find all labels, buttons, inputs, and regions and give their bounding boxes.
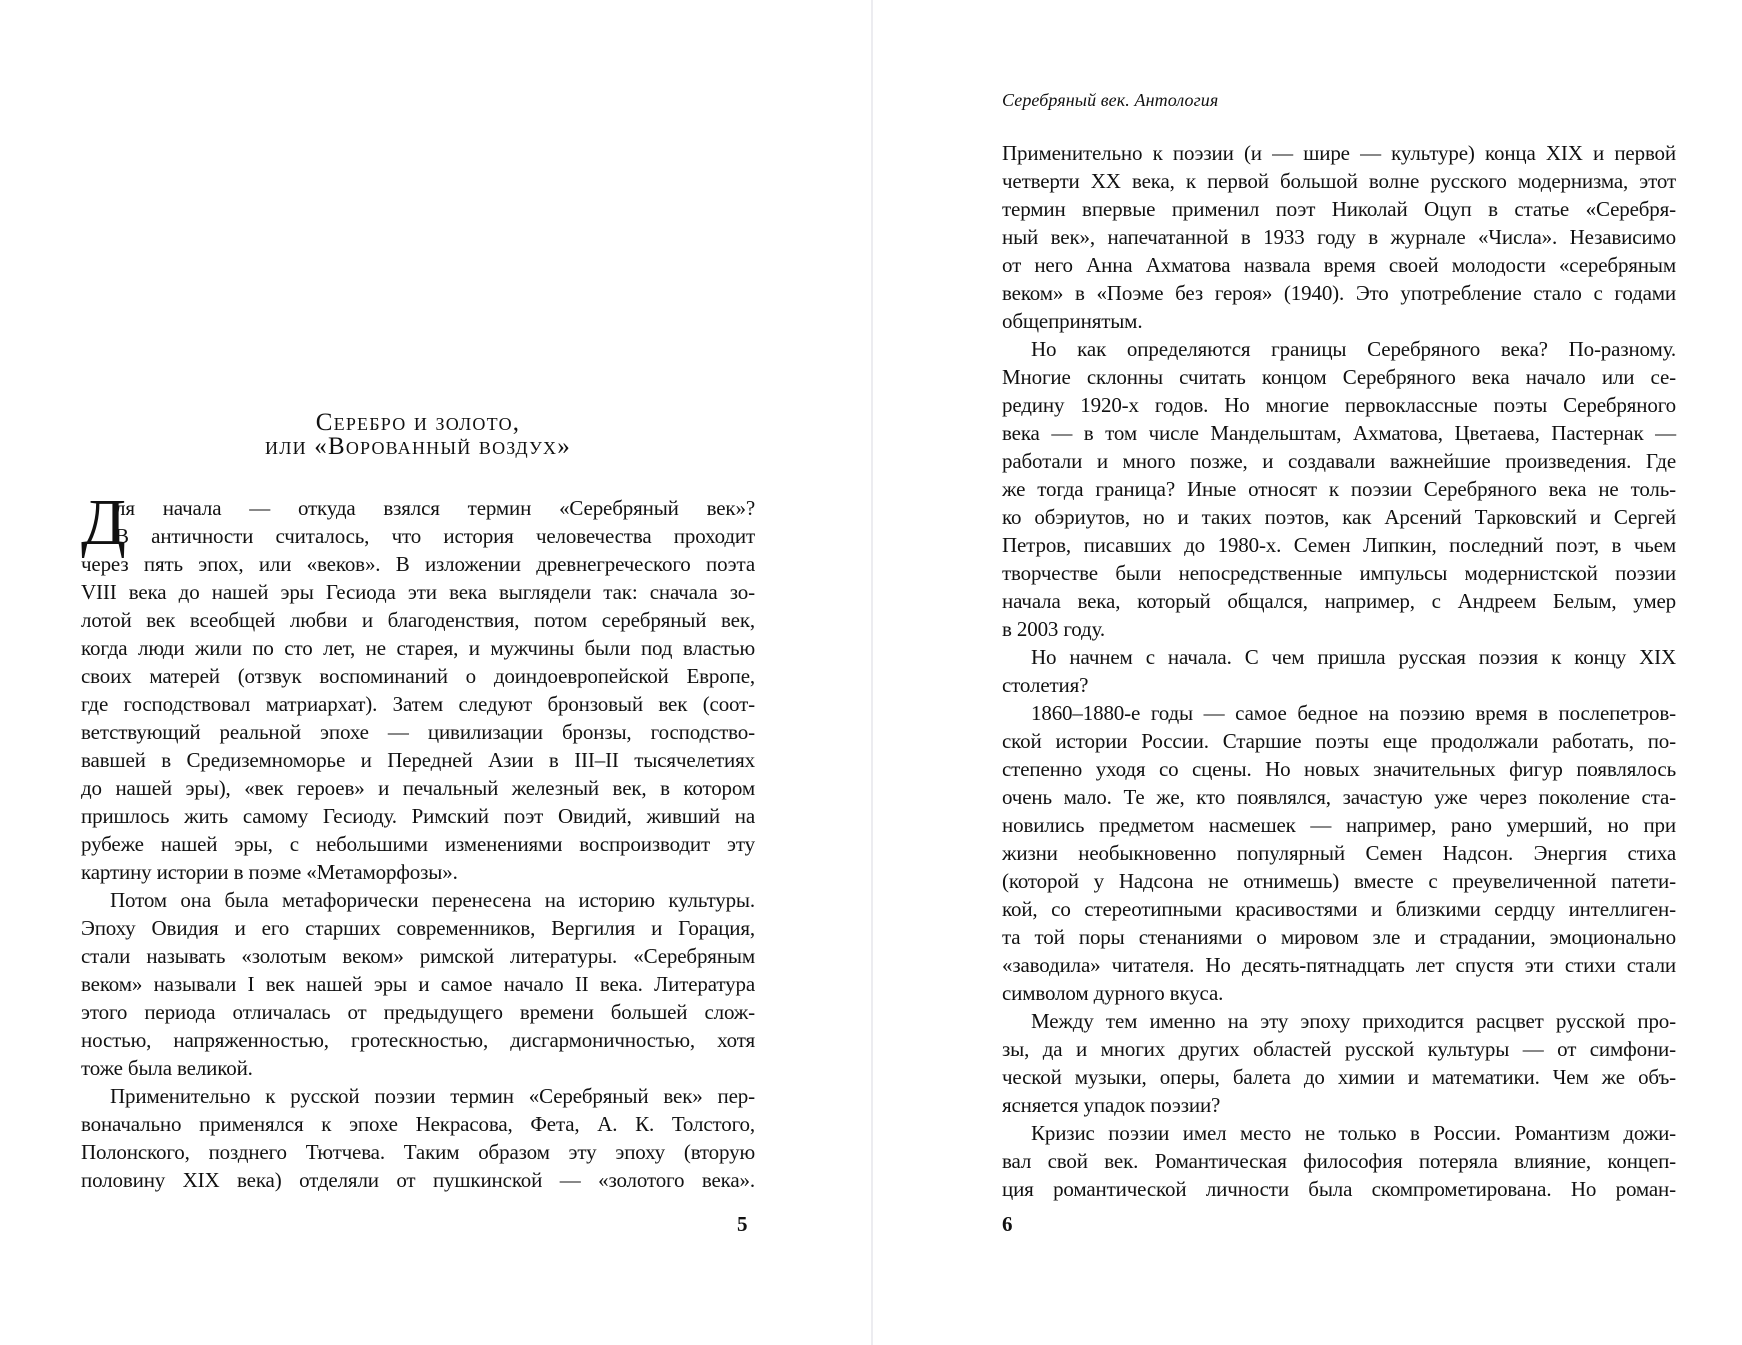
text-line: столетия? xyxy=(1002,673,1089,697)
text-line: 1860–1880-е годы — самое бедное на поэзию время в послепетров- xyxy=(1031,701,1676,725)
left-page-body xyxy=(81,486,755,1194)
text-line: В античности считалось, что история человечества проходит xyxy=(115,524,755,548)
text-line: картину истории в поэме «Метаморфозы». xyxy=(81,860,458,884)
right-page-body xyxy=(1002,139,1676,1203)
text-line: Но как определяются границы Серебряного века? По-разному. xyxy=(1031,337,1676,361)
right-page xyxy=(873,0,1742,1345)
chapter-heading xyxy=(81,411,755,459)
text-line: Полонского, позднего Тютчева. Таким образом эту эпоху (вторую xyxy=(81,1140,755,1164)
text-line: ясняется упадок поэзии? xyxy=(1002,1093,1221,1117)
text-line: начала века, который общался, например, с Андреем Белым, умер xyxy=(1002,589,1676,613)
text-line: Применительно к поэзии (и — шире — культуре) конца XIX и первой xyxy=(1002,141,1676,165)
drop-cap: Д xyxy=(81,486,126,559)
text-line: своих матерей (отзвук воспоминаний о доиндоевропейской Европе, xyxy=(81,664,755,688)
text-line: этого периода отличалась от предыдущего времени большей слож- xyxy=(81,1000,755,1024)
text-line: пришлось жить самому Гесиоду. Римский поэт Овидий, живший на xyxy=(81,804,755,828)
text-line: в 2003 году. xyxy=(1002,617,1105,641)
text-line: Потом она была метафорически перенесена на историю культуры. xyxy=(110,888,755,912)
text-line: четверти XX века, к первой большой волне русского модернизма, этот xyxy=(1002,169,1676,193)
running-head: Серебряный век. Антология xyxy=(1002,90,1219,110)
text-line: веком» называли I век нашей эры и самое начало II века. Литература xyxy=(81,972,755,996)
paragraph xyxy=(1002,699,1676,1007)
paragraph xyxy=(1002,335,1676,643)
text-line: ностью, напряженностью, гротескностью, дисгармоничностью, хотя xyxy=(81,1028,755,1052)
paragraph xyxy=(1002,139,1676,335)
text-line: зы, да и многих других областей русской культуры — от симфони- xyxy=(1002,1037,1676,1061)
paragraph xyxy=(1002,1007,1676,1119)
text-line: рубеже нашей эры, с небольшими изменениями воспроизводит эту xyxy=(81,832,755,856)
text-line: стали называть «золотым веком» римской литературы. «Серебряным xyxy=(81,944,755,968)
text-line: ской истории России. Старшие поэты еще продолжали работать, по- xyxy=(1002,729,1676,753)
text-line: общепринятым. xyxy=(1002,309,1143,333)
text-line: от него Анна Ахматова назвала время своей молодости «серебряным xyxy=(1002,253,1676,277)
chapter-heading-line-2: или «Ворованный воздух» xyxy=(265,433,571,460)
text-line: вал свой век. Романтическая философия потеряла влияние, концеп- xyxy=(1002,1149,1676,1173)
text-line: символом дурного вкуса. xyxy=(1002,981,1224,1005)
text-line: ветствующий реальной эпохе — цивилизации бронзы, господство- xyxy=(81,720,755,744)
text-line: Петров, писавших до 1980-х. Семен Липкин, последний поэт, в чьем xyxy=(1002,533,1676,557)
text-line: новились предметом насмешек — например, рано умерший, но при xyxy=(1002,813,1676,837)
text-line: до нашей эры), «век героев» и печальный железный век, в котором xyxy=(81,776,755,800)
text-line: веком» в «Поэме без героя» (1940). Это употребление стало с годами xyxy=(1002,281,1676,305)
text-line: VIII века до нашей эры Гесиода эти века выглядели так: сначала зо- xyxy=(81,580,755,604)
text-line: Применительно к русской поэзии термин «Серебряный век» пер- xyxy=(110,1084,755,1108)
text-line: работали и много позже, и создавали важнейшие произведения. Где xyxy=(1002,449,1676,473)
text-line: (которой у Надсона не отнимешь) вместе с преувеличенной патети- xyxy=(1002,869,1676,893)
text-line: воначально применялся к эпохе Некрасова, Фета, А. К. Толстого, xyxy=(81,1112,755,1136)
text-line: жизни необыкновенно популярный Семен Надсон. Энергия стиха xyxy=(1002,841,1676,865)
text-line: вавшей в Средиземноморье и Передней Азии в III–II тысячелетиях xyxy=(81,748,755,772)
text-line: та той поры стенаниями о мировом зле и страдании, эмоционально xyxy=(1002,925,1676,949)
text-line: ля начала — откуда взялся термин «Серебряный век»? xyxy=(115,496,755,520)
text-line: очень мало. Те же, кто появлялся, зачастую уже через поколение ста- xyxy=(1002,785,1676,809)
text-line: степенно уходя со сцены. Но новых значительных фигур появлялось xyxy=(1002,757,1676,781)
text-line: ко обэриутов, но и таких поэтов, как Арсений Тарковский и Сергей xyxy=(1002,505,1676,529)
text-line: половину XIX века) отделяли от пушкинской — «золотого века». xyxy=(81,1168,755,1192)
paragraph xyxy=(1002,1119,1676,1203)
text-line: Эпоху Овидия и его старших современников, Вергилия и Горация, xyxy=(81,916,755,940)
text-line: же тогда граница? Иные относят к поэзии Серебряного века не толь- xyxy=(1002,477,1676,501)
paragraph xyxy=(1002,643,1676,699)
text-line: Но начнем с начала. С чем пришла русская поэзия к концу XIX xyxy=(1031,645,1676,669)
text-line: ческой музыки, оперы, балета до химии и математики. Чем же объ- xyxy=(1002,1065,1676,1089)
page-number-left: 5 xyxy=(737,1212,748,1236)
text-line: редину 1920-х годов. Но многие первоклассные поэты Серебряного xyxy=(1002,393,1676,417)
paragraph xyxy=(81,886,755,1082)
paragraph xyxy=(81,486,755,886)
text-line: когда люди жили по сто лет, не старея, и мужчины были под властью xyxy=(81,636,755,660)
text-line: Между тем именно на эту эпоху приходится расцвет русской про- xyxy=(1031,1009,1676,1033)
text-line: «заводила» читателя. Но десять-пятнадцать лет спустя эти стихи стали xyxy=(1002,953,1676,977)
text-line: творчестве были непосредственные импульсы модернистской поэзии xyxy=(1002,561,1676,585)
paragraph xyxy=(81,1082,755,1194)
page-number-right: 6 xyxy=(1002,1212,1013,1236)
text-line: через пять эпох, или «веков». В изложении древнегреческого поэта xyxy=(81,552,755,576)
text-line: века — в том числе Мандельштам, Ахматова, Цветаева, Пастернак — xyxy=(1002,421,1676,445)
chapter-heading-line-1: Серебро и золото, xyxy=(315,409,521,436)
text-line: лотой век всеобщей любви и благоденствия, потом серебряный век, xyxy=(81,608,755,632)
text-line: ный век», напечатанной в 1933 году в журнале «Числа». Независимо xyxy=(1002,225,1676,249)
text-line: Многие склонны считать концом Серебряного века начало или се- xyxy=(1002,365,1676,389)
text-line: ция романтической личности была скомпрометирована. Но роман- xyxy=(1002,1177,1676,1201)
text-line: Кризис поэзии имел место не только в России. Романтизм дожи- xyxy=(1031,1121,1676,1145)
text-line: тоже была великой. xyxy=(81,1056,253,1080)
text-line: кой, со стереотипными красивостями и близкими сердцу интеллиген- xyxy=(1002,897,1676,921)
text-line: где господствовал матриархат). Затем следуют бронзовый век (соот- xyxy=(81,692,755,716)
text-line: термин впервые применил поэт Николай Оцуп в статье «Серебря- xyxy=(1002,197,1676,221)
